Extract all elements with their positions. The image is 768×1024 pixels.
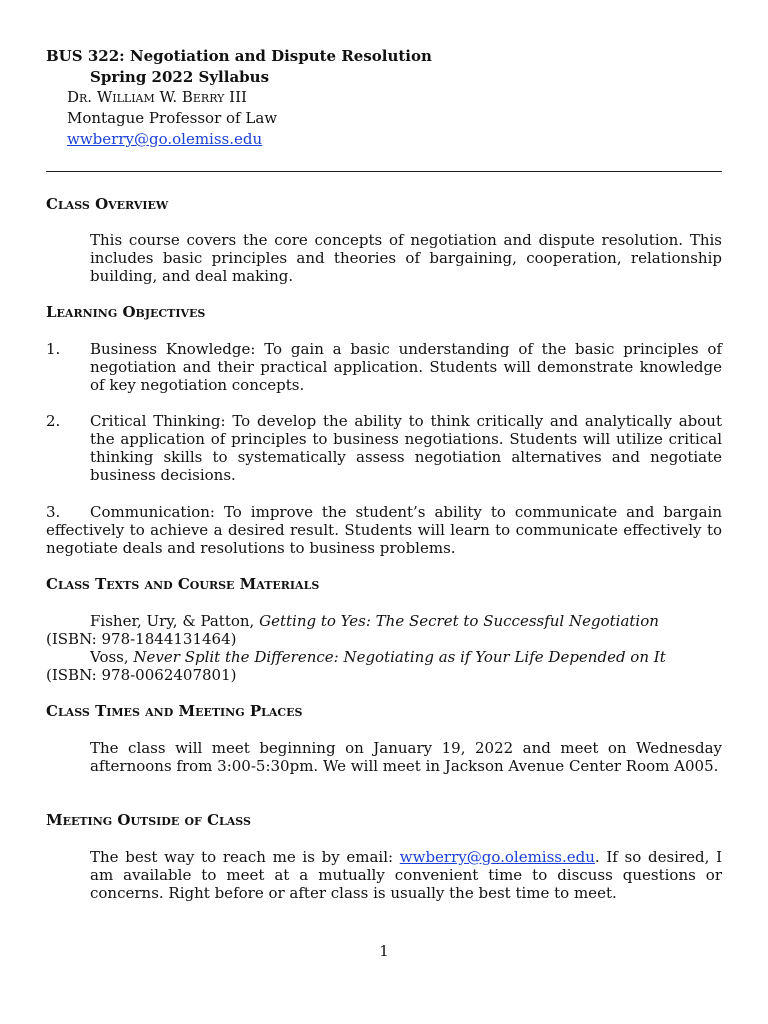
objective-2-text: Critical Thinking: To develop the ability to think critically and analytically about the application of principles to business negotiations. Students will utilize critical thinking skills to systematically assess negotiation alternatives and negotiate business decisions. — [90, 412, 722, 484]
class-overview-text: This course covers the core concepts of negotiation and dispute resolution. This includes basic principles and theories of bargaining, cooperation, relationship building, and deal making. — [90, 231, 722, 285]
objective-3-number: 3. — [46, 503, 61, 521]
book-1-authors: Fisher, Ury, & Patton, — [90, 612, 260, 630]
objective-1-text: Business Knowledge: To gain a basic understanding of the basic principles of negotiation and their practical application. Students will demonstrate knowledge of key negotiation concepts. — [90, 340, 722, 394]
header-divider — [46, 171, 722, 172]
book-2-title: Never Split the Difference: Negotiating as if Your Life Depended on It — [133, 648, 666, 666]
outside-class-email-link[interactable]: wwberry@go.olemiss.edu — [399, 848, 595, 866]
outside-class-text-after: . If so desired, I am available to meet at a mutually convenient time to discuss questions or concerns. Right before or after class is usually the best time to meet. — [90, 848, 722, 902]
book-2-citation — [90, 648, 666, 666]
objective-3-text: Communication: To improve the student’s ability to communicate and bargain effectively to achieve a desired result. Students will learn to communicate effectively to negotiate deals and resolutions to business problems. — [46, 503, 722, 557]
outside-class-text — [90, 848, 722, 902]
materials-heading: Class Texts and Course Materials — [46, 575, 320, 593]
learning-objectives-heading: Learning Objectives — [46, 303, 206, 321]
book-2-authors: Voss, — [90, 648, 134, 666]
outside-class-heading: Meeting Outside of Class — [46, 811, 251, 829]
instructor-email-link[interactable]: wwberry@go.olemiss.edu — [67, 130, 263, 148]
course-title: BUS 322: Negotiation and Dispute Resolution — [46, 47, 432, 65]
meeting-heading: Class Times and Meeting Places — [46, 702, 303, 720]
book-1-citation — [90, 612, 659, 630]
instructor-name: Dr. William W. Berry III — [67, 88, 247, 106]
instructor-position: Montague Professor of Law — [67, 109, 278, 127]
class-overview-heading: Class Overview — [46, 195, 169, 213]
outside-class-text-before: The best way to reach me is by email: — [90, 848, 400, 866]
book-1-isbn: (ISBN: 978-1844131464) — [46, 630, 237, 648]
page-number: 1 — [379, 942, 389, 960]
course-term: Spring 2022 Syllabus — [90, 68, 270, 86]
objective-1-number: 1. — [46, 340, 61, 358]
book-2-isbn: (ISBN: 978-0062407801) — [46, 666, 237, 684]
meeting-text: The class will meet beginning on January 19, 2022 and meet on Wednesday afternoons from 3:00-5:30pm. We will meet in Jackson Avenue Center Room A005. — [90, 739, 722, 775]
book-1-title: Getting to Yes: The Secret to Successful Negotiation — [259, 612, 659, 630]
objective-2-number: 2. — [46, 412, 61, 430]
